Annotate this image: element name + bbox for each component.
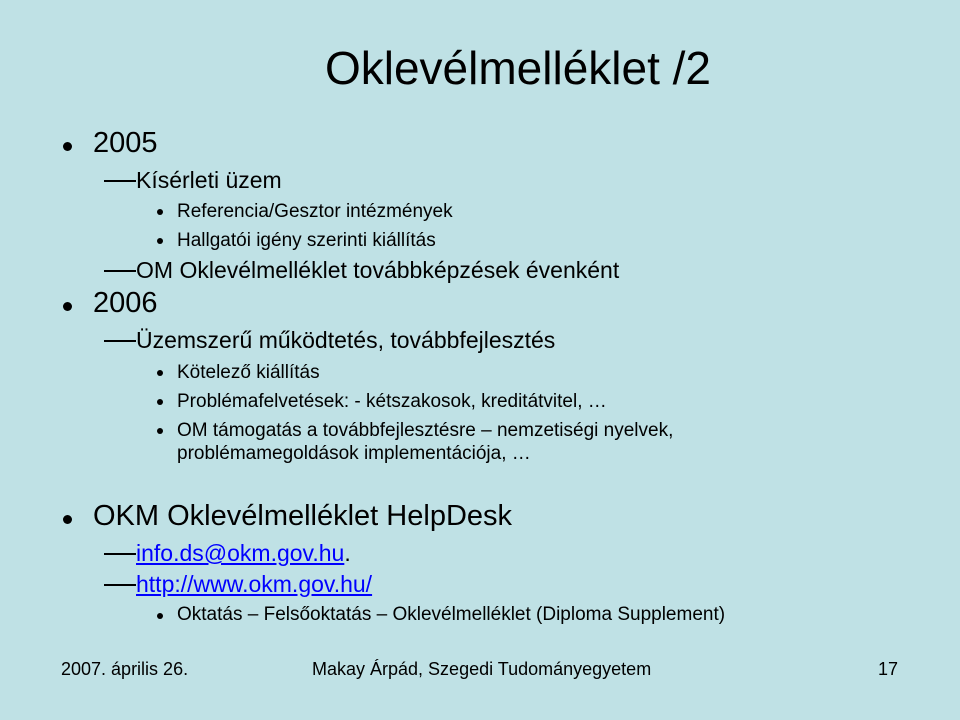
email-line	[136, 540, 351, 567]
dash-icon	[104, 270, 136, 272]
url-link[interactable]: http://www.okm.gov.hu/	[136, 571, 373, 597]
item-om-tamogatas-line2: problémamegoldások implementációja, …	[177, 443, 531, 464]
dash-icon	[104, 553, 136, 555]
item-referencia: Referencia/Gesztor intézmények	[177, 201, 453, 222]
footer-date: 2007. április 26.	[61, 659, 189, 679]
bullet-2006: 2006	[93, 287, 158, 319]
item-hallgatoi: Hallgatói igény szerinti kiállítás	[177, 230, 436, 251]
subitem-uzemszeru: Üzemszerű működtetés, továbbfejlesztés	[136, 327, 556, 353]
bullet-helpdesk: OKM Oklevélmelléklet HelpDesk	[93, 500, 513, 532]
bullet-dot-icon	[63, 302, 72, 311]
bullet-dot-icon	[157, 399, 163, 405]
dash-icon	[104, 180, 136, 182]
item-om-tamogatas-line1: OM támogatás a továbbfejlesztésre – nemzetiségi nyelvek,	[177, 420, 674, 441]
dash-icon	[104, 584, 136, 586]
footer-page-number: 17	[878, 659, 899, 679]
email-suffix: .	[344, 540, 351, 566]
bullet-dot-icon	[157, 613, 163, 619]
subitem-om-tovabbkepzes: OM Oklevélmelléklet továbbképzések évenként	[136, 257, 620, 283]
bullet-dot-icon	[157, 428, 163, 434]
bullet-dot-icon	[157, 238, 163, 244]
item-oktatas-path: Oktatás – Felsőoktatás – Oklevélmelléklet (Diploma Supplement)	[177, 604, 726, 625]
url-line	[136, 571, 372, 598]
bullet-dot-icon	[157, 209, 163, 215]
bullet-dot-icon	[157, 370, 163, 376]
email-link[interactable]: info.ds@okm.gov.hu	[136, 540, 345, 566]
bullet-dot-icon	[63, 142, 72, 151]
bullet-dot-icon	[63, 515, 72, 524]
dash-icon	[104, 340, 136, 342]
bullet-2005: 2005	[93, 127, 158, 159]
item-problemafelvetesek: Problémafelvetések: - kétszakosok, kreditátvitel, …	[177, 391, 607, 412]
footer-author: Makay Árpád, Szegedi Tudományegyetem	[312, 659, 652, 679]
subitem-kiserleti-uzem: Kísérleti üzem	[136, 167, 282, 193]
item-kotelezo: Kötelező kiállítás	[177, 362, 320, 383]
slide-title: Oklevélmelléklet /2	[324, 42, 712, 94]
